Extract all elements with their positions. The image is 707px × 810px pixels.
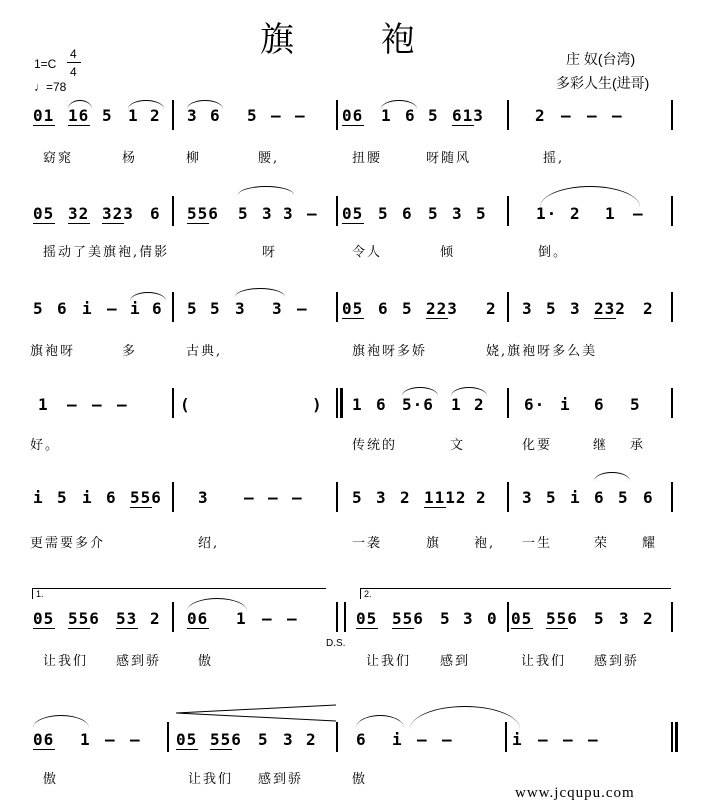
lyric: 传统的	[352, 438, 398, 453]
note: 2	[643, 299, 654, 318]
note: 3	[619, 609, 630, 628]
tempo-mark: ♩=78	[34, 80, 67, 94]
note: 5	[33, 299, 44, 318]
beam-underline	[210, 749, 232, 750]
beam-underline	[33, 749, 55, 750]
lyric: 更需要多介	[30, 536, 106, 551]
site-watermark: www.jcqupu.com	[515, 785, 635, 801]
note: –	[307, 204, 318, 223]
bar-line	[336, 196, 338, 226]
lyric: 文	[450, 438, 466, 453]
note: –	[563, 730, 574, 749]
note: 05	[356, 609, 378, 628]
note: 3	[283, 204, 294, 223]
slur	[402, 387, 438, 396]
lyric: 让我们	[43, 654, 89, 669]
bar-line	[671, 602, 673, 632]
note: 2	[474, 395, 485, 414]
note: 2	[150, 106, 161, 125]
beam-underline	[452, 125, 474, 126]
note: 05	[176, 730, 198, 749]
bar-line	[671, 292, 673, 322]
note: –	[107, 299, 118, 318]
note: –	[287, 609, 298, 628]
slur	[410, 706, 520, 729]
lyric: 腰,	[258, 151, 280, 166]
lyric: 呀随风	[426, 151, 472, 166]
note: –	[271, 106, 282, 125]
beam-underline	[426, 318, 448, 319]
lyric: 窈窕	[43, 151, 74, 166]
note: 556	[210, 730, 242, 749]
note: 5	[440, 609, 451, 628]
lyric: 荣	[594, 536, 610, 551]
lyric: 倾	[440, 245, 456, 260]
note: 5	[210, 299, 221, 318]
beam-underline	[594, 318, 616, 319]
note: 5	[618, 488, 629, 507]
beam-underline	[68, 223, 90, 224]
note: 2	[643, 609, 654, 628]
bar-line	[336, 100, 338, 130]
slur	[381, 100, 417, 109]
note: 1	[451, 395, 462, 414]
note: 3	[522, 488, 533, 507]
lyric: 傲	[43, 772, 59, 787]
beam-underline	[424, 507, 446, 508]
beam-underline	[68, 125, 90, 126]
note: 6	[402, 204, 413, 223]
slur	[68, 100, 92, 109]
bar-line	[172, 388, 174, 418]
lyric: 感到骄	[116, 654, 162, 669]
bar-line	[172, 196, 174, 226]
note: –	[292, 488, 303, 507]
note: 6	[356, 730, 367, 749]
lyric: 摇,	[543, 151, 565, 166]
lyric: 绍,	[198, 536, 220, 551]
beam-underline	[342, 125, 364, 126]
beam-underline	[102, 223, 124, 224]
note: –	[262, 609, 273, 628]
bar-line	[336, 602, 338, 632]
note: 5·6	[402, 395, 434, 414]
note: 3	[522, 299, 533, 318]
bar-line	[671, 196, 673, 226]
note: i	[392, 730, 403, 749]
note: 0	[487, 609, 498, 628]
bar-line	[336, 722, 338, 752]
note: 6	[57, 299, 68, 318]
note: 556	[68, 609, 100, 628]
note: 613	[452, 106, 484, 125]
beam-underline	[342, 223, 364, 224]
note: 5	[546, 299, 557, 318]
slur	[594, 472, 630, 481]
bar-line	[507, 482, 509, 512]
note: 1	[80, 730, 91, 749]
note: 5	[247, 106, 258, 125]
lyric: 旗袍呀	[30, 344, 76, 359]
note: 1	[236, 609, 247, 628]
note: 5	[428, 106, 439, 125]
note: 05	[33, 204, 55, 223]
beam-underline	[116, 628, 138, 629]
lyric: 让我们	[366, 654, 412, 669]
bar-line	[336, 482, 338, 512]
double-bar-line	[344, 602, 346, 632]
note: 01	[33, 106, 55, 125]
note: 3	[452, 204, 463, 223]
note: 5	[238, 204, 249, 223]
volta-second-ending	[360, 588, 671, 599]
dal-segno-mark: D.S.	[326, 638, 346, 649]
bar-line	[671, 722, 673, 752]
note: 6	[643, 488, 654, 507]
lyric: 化要	[522, 438, 553, 453]
volta-second-label: 2.	[364, 589, 372, 599]
note: 232	[594, 299, 626, 318]
note: 6	[594, 488, 605, 507]
bar-line	[172, 292, 174, 322]
lyric: 柳	[186, 151, 202, 166]
thick-bar-line	[340, 388, 343, 418]
lyric: 让我们	[188, 772, 234, 787]
lyric: 傲	[198, 654, 214, 669]
note: 556	[187, 204, 219, 223]
note: 6	[378, 299, 389, 318]
lyric: 旗	[426, 536, 442, 551]
note: 3	[283, 730, 294, 749]
composer-credit: 庄 奴(台湾)	[566, 51, 636, 67]
slur	[33, 715, 89, 728]
note: 3	[463, 609, 474, 628]
note: –	[67, 395, 78, 414]
note: –	[92, 395, 103, 414]
note: 5	[630, 395, 641, 414]
note: 2	[400, 488, 411, 507]
note: 1	[38, 395, 49, 414]
note: 5	[57, 488, 68, 507]
slur	[187, 100, 223, 109]
note: 06	[342, 106, 364, 125]
beam-underline	[68, 628, 90, 629]
note: 6	[210, 106, 221, 125]
lyric: 旗袍呀多娇	[352, 344, 428, 359]
note: i	[512, 730, 523, 749]
note: –	[297, 299, 308, 318]
slur	[130, 292, 166, 301]
note: –	[561, 106, 572, 125]
lyric: 感到骄	[594, 654, 640, 669]
slur	[451, 387, 487, 396]
bar-line	[507, 100, 509, 130]
note: 1·	[536, 204, 558, 223]
note: 3	[187, 106, 198, 125]
bar-line	[172, 482, 174, 512]
note: –	[244, 488, 255, 507]
lyric: 耀	[642, 536, 658, 551]
lyric: 一生	[522, 536, 553, 551]
note: 6	[150, 204, 161, 223]
time-signature-numerator: 4	[70, 47, 77, 61]
song-title: 旗 袍	[260, 20, 453, 60]
note: 3	[198, 488, 209, 507]
beam-underline	[187, 628, 209, 629]
slur	[128, 100, 164, 109]
lyric: 娆,旗袍呀多么美	[486, 344, 598, 359]
bar-line	[507, 602, 509, 632]
note: 06	[33, 730, 55, 749]
note: 323	[102, 204, 134, 223]
lyric: 摇动了美旗袍,倩影	[43, 245, 170, 260]
note: 2	[306, 730, 317, 749]
note: 556	[392, 609, 424, 628]
lyric: 一袭	[352, 536, 383, 551]
note: 556	[546, 609, 578, 628]
note: –	[538, 730, 549, 749]
slur	[235, 288, 285, 297]
note: 5	[258, 730, 269, 749]
beam-underline	[392, 628, 414, 629]
note: 1112	[424, 488, 467, 507]
note: i	[130, 299, 141, 318]
bar-line	[671, 100, 673, 130]
note: 5	[546, 488, 557, 507]
note: )	[312, 395, 323, 414]
lyric: 古典,	[186, 344, 223, 359]
lyric: 承	[630, 438, 646, 453]
note: 5	[187, 299, 198, 318]
note: 05	[342, 204, 364, 223]
hairpin-mark	[176, 703, 336, 723]
slur	[540, 186, 640, 207]
slur	[356, 715, 404, 728]
note: 5	[428, 204, 439, 223]
lyric: 感到骄	[258, 772, 304, 787]
note: 1	[128, 106, 139, 125]
thick-bar-line	[675, 722, 678, 752]
bar-line	[507, 292, 509, 322]
note: 32	[68, 204, 90, 223]
note: –	[105, 730, 116, 749]
bar-line	[507, 388, 509, 418]
note: 5	[402, 299, 413, 318]
note: 1	[605, 204, 616, 223]
lyric: 继	[593, 438, 609, 453]
bar-line	[671, 388, 673, 418]
note: i	[560, 395, 571, 414]
beam-underline	[187, 223, 209, 224]
bar-line	[167, 722, 169, 752]
note: –	[417, 730, 428, 749]
note: 3	[262, 204, 273, 223]
note: –	[117, 395, 128, 414]
bar-line	[172, 602, 174, 632]
note: i	[82, 299, 93, 318]
volta-first-label: 1.	[36, 589, 44, 599]
note: 556	[130, 488, 162, 507]
note: 06	[187, 609, 209, 628]
note: –	[442, 730, 453, 749]
note: 2	[570, 204, 581, 223]
note: (	[180, 395, 191, 414]
beam-underline	[176, 749, 198, 750]
bar-line	[336, 388, 338, 418]
note: 1	[381, 106, 392, 125]
time-signature-denominator: 4	[70, 65, 77, 79]
volta-first-ending	[32, 588, 326, 599]
note: 5	[102, 106, 113, 125]
arranger-credit: 多彩人生(进哥)	[556, 75, 650, 91]
note: 2	[476, 488, 487, 507]
note: 6	[152, 299, 163, 318]
note: –	[295, 106, 306, 125]
lyric: 杨	[122, 151, 138, 166]
note: 5	[352, 488, 363, 507]
lyric: 感到	[440, 654, 471, 669]
note: 05	[511, 609, 533, 628]
lyric: 倒。	[538, 245, 569, 260]
note: 3	[272, 299, 283, 318]
key-signature: 1=C	[34, 57, 57, 71]
beam-underline	[546, 628, 568, 629]
note: 6	[106, 488, 117, 507]
note: 05	[33, 609, 55, 628]
note: 6	[405, 106, 416, 125]
note: 3	[235, 299, 246, 318]
note: 6	[376, 395, 387, 414]
slur	[238, 186, 294, 195]
note: i	[82, 488, 93, 507]
note: 05	[342, 299, 364, 318]
beam-underline	[130, 507, 152, 508]
note: 16	[68, 106, 90, 125]
bar-line	[507, 196, 509, 226]
note: 6	[594, 395, 605, 414]
note: 2	[535, 106, 546, 125]
note: 6·	[524, 395, 546, 414]
note: i	[570, 488, 581, 507]
bar-line	[172, 100, 174, 130]
lyric: 傲	[352, 772, 368, 787]
note: 2	[150, 609, 161, 628]
note: 5	[476, 204, 487, 223]
bar-line	[336, 292, 338, 322]
note: –	[130, 730, 141, 749]
note: 5	[378, 204, 389, 223]
beam-underline	[33, 628, 55, 629]
lyric: 袍,	[474, 536, 496, 551]
note: 2	[486, 299, 497, 318]
beam-underline	[342, 318, 364, 319]
note: 3	[570, 299, 581, 318]
beam-underline	[33, 125, 55, 126]
note: 1	[352, 395, 363, 414]
lyric: 扭腰	[352, 151, 383, 166]
note: –	[633, 204, 644, 223]
note: 223	[426, 299, 458, 318]
lyric: 让我们	[521, 654, 567, 669]
time-signature-bar	[67, 62, 81, 63]
slur	[187, 598, 247, 611]
lyric: 多	[122, 344, 138, 359]
note: 5	[594, 609, 605, 628]
note: 3	[376, 488, 387, 507]
lyric: 令人	[352, 245, 383, 260]
bar-line	[671, 482, 673, 512]
note: 53	[116, 609, 138, 628]
beam-underline	[511, 628, 533, 629]
note: –	[588, 730, 599, 749]
beam-underline	[33, 223, 55, 224]
note: i	[33, 488, 44, 507]
beam-underline	[356, 628, 378, 629]
note: –	[587, 106, 598, 125]
lyric: 呀	[262, 245, 278, 260]
note: –	[612, 106, 623, 125]
note: –	[268, 488, 279, 507]
lyric: 好。	[30, 438, 61, 453]
